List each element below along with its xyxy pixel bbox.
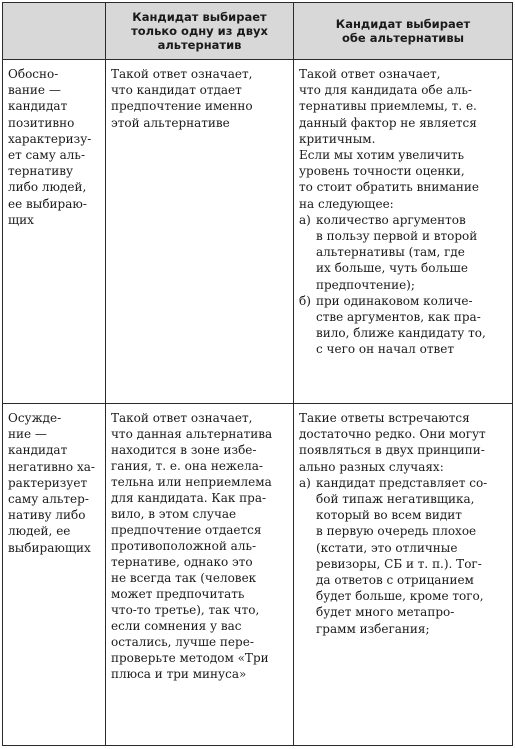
list-item — [299, 212, 508, 293]
list-item — [299, 293, 508, 358]
list-marker: а) — [299, 212, 311, 227]
header-one-alternative: Кандидат выбирает только одну из двух альтернатив — [106, 3, 294, 60]
row-label-condemnation — [3, 404, 106, 746]
list-item — [299, 475, 508, 637]
table-row-condemnation — [3, 404, 513, 746]
list-item-text: при одинаковом количе- стве аргументов, как пра- вило, ближе кандидату то, с чего он начал ответ — [316, 293, 486, 357]
header-both-alternatives: Кандидат выбирает обе альтернативы — [294, 3, 513, 60]
cell-text: Такой ответ означает, что данная альтернатива находится в зоне избе- гания, т. е. она нежела- тельна или неприемлема для кандидата. Как пра- вило, в этом случае предпочтение отдается противоположной аль- тернативе, однако это не всегда так (человек может предпочитать что-то третье), так что, если сомнения у вас остались, лучше пере- проверьте методом «Три плюса и три минуса» — [111, 411, 273, 681]
list-item-text: количество аргументов в пользу первой и второй альтернативы (там, где их больше, чуть больше предпочтение); — [316, 212, 478, 292]
list-marker: а) — [299, 475, 311, 490]
cell-intro-text: Такие ответы встречаются достаточно редко. Они могут появляться в двух принципи- ально разных случаях: — [299, 411, 486, 474]
table-row-justification — [3, 60, 513, 404]
row-label-text: Осужде- ние — кандидат негативно ха- рактеризует саму альтер- нативу либо людей, ее выбирающих — [8, 411, 95, 555]
header-empty-cell — [3, 3, 106, 60]
comparison-table — [2, 2, 513, 746]
list-item-text: кандидат представляет со- бой типаж негативщика, который во всем видит в первую очередь плохое (кстати, это отличные ревизоры, СБ и т. п.). Тог- да ответов с отрицанием будет больше, кроме того, будет много метапро- грамм избегания; — [316, 475, 488, 636]
cell-condemnation-both — [294, 404, 513, 746]
cell-intro-text: Такой ответ означает, что для кандидата обе аль- тернативы приемлемы, т. е. данный фактор не является критичным. Если мы хотим увеличить уровень точности оценки, то стоит обратить внимание на следующее: — [299, 67, 479, 211]
table-header-row — [3, 3, 513, 60]
cell-justification-one — [106, 60, 294, 404]
cell-text: Такой ответ означает, что кандидат отдает предпочтение именно этой альтернативе — [111, 67, 253, 130]
list-marker: б) — [299, 293, 311, 308]
row-label-text: Обосно- вание — кандидат позитивно характеризу- ет саму аль- тернативу либо людей, ее выбираю- щих — [8, 67, 92, 227]
row-label-justification — [3, 60, 106, 404]
cell-justification-both — [294, 60, 513, 404]
cell-condemnation-one — [106, 404, 294, 746]
